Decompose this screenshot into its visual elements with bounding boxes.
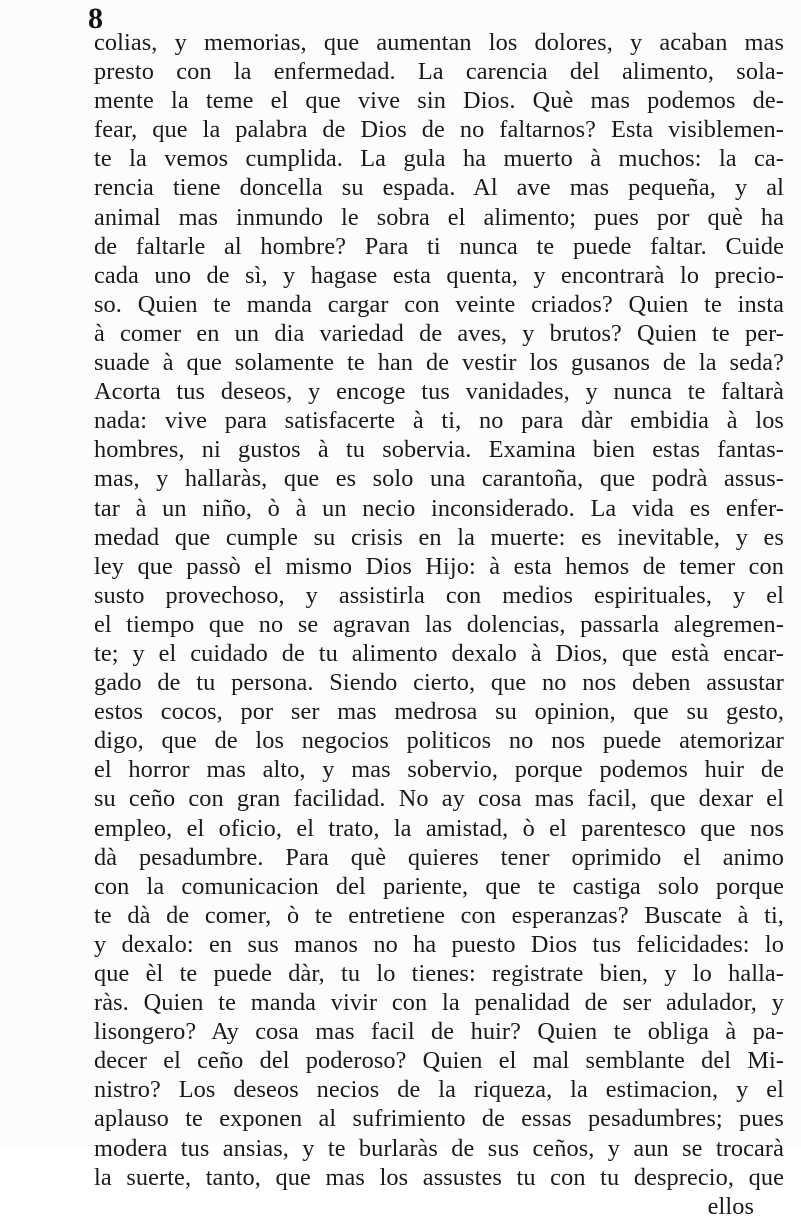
text-line: aplauso te exponen al sufrimiento de essas pesadumbres; pues xyxy=(94,1105,784,1133)
text-line: empleo, el oficio, el trato, la amistad, ò el parentesco que nos xyxy=(94,814,784,842)
text-line: la suerte, tanto, que mas los assustes tu con tu desprecio, que xyxy=(94,1163,784,1191)
text-line: te; y el cuidado de tu alimento dexalo à Dios, que està encar- xyxy=(94,639,784,667)
text-line: su ceño con gran facilidad. No ay cosa mas facil, que dexar el xyxy=(94,785,784,813)
text-line: presto con la enfermedad. La carencia del alimento, sola- xyxy=(94,58,784,86)
text-line: ràs. Quien te manda vivir con la penalidad de ser adulador, y xyxy=(94,989,784,1017)
text-line: te la vemos cumplida. La gula ha muerto à muchos: la ca- xyxy=(94,145,784,173)
text-line: colias, y memorias, que aumentan los dolores, y acaban mas xyxy=(94,29,784,56)
text-line: dà pesadumbre. Para què quieres tener oprimido el animo xyxy=(94,843,784,871)
text-line: que èl te puede dàr, tu lo tienes: registrate bien, y lo halla- xyxy=(94,960,784,987)
text-line: decer el ceño del poderoso? Quien el mal semblante del Mi- xyxy=(94,1047,784,1075)
text-line: susto provechoso, y assistirla con medios espirituales, y el xyxy=(94,581,784,609)
text-line: à comer en un dia variedad de aves, y brutos? Quien te per- xyxy=(94,319,784,347)
text-line: mas, y hallaràs, que es solo una carantoña, que podrà assus- xyxy=(94,465,784,493)
text-line: rencia tiene doncella su espada. Al ave mas pequeña, y al xyxy=(94,174,784,202)
text-line: estos cocos, por ser mas medrosa su opinion, que su gesto, xyxy=(94,698,784,726)
text-line: tar à un niño, ò à un necio inconsiderado. La vida es enfer- xyxy=(94,494,784,522)
text-line: gado de tu persona. Siendo cierto, que no nos deben assustar xyxy=(94,669,784,697)
text-line: ley que passò el mismo Dios Hijo: à esta hemos de temer con xyxy=(94,552,784,580)
text-line: el horror mas alto, y mas sobervio, porque podemos huir de xyxy=(94,756,784,784)
text-line: nada: vive para satisfacerte à ti, no para dàr embidia à los xyxy=(94,407,784,435)
body-text xyxy=(94,28,784,1221)
page-number: 8 xyxy=(88,2,103,35)
text-line: con la comunicacion del pariente, que te castiga solo porque xyxy=(94,872,784,900)
catchword: ellos xyxy=(707,1192,754,1220)
text-line: hombres, ni gustos à tu sobervia. Examina bien estas fantas- xyxy=(94,436,784,464)
text-line: de faltarle al hombre? Para ti nunca te puede faltar. Cuide xyxy=(94,232,784,260)
text-line: Acorta tus deseos, y encoge tus vanidades, y nunca te faltarà xyxy=(94,378,784,406)
text-line: te dà de comer, ò te entretiene con esperanzas? Buscate à ti, xyxy=(94,901,784,929)
text-line: cada uno de sì, y hagase esta quenta, y encontrarà lo precio- xyxy=(94,261,784,289)
text-line: lisongero? Ay cosa mas facil de huir? Quien te obliga à pa- xyxy=(94,1018,784,1046)
text-line: animal mas inmundo le sobra el alimento; pues por què ha xyxy=(94,203,784,231)
text-line: y dexalo: en sus manos no ha puesto Dios tus felicidades: lo xyxy=(94,930,784,958)
text-line: el tiempo que no se agravan las dolencias, passarla alegremen- xyxy=(94,610,784,638)
text-line: digo, que de los negocios politicos no nos puede atemorizar xyxy=(94,727,784,755)
text-line: medad que cumple su crisis en la muerte: es inevitable, y es xyxy=(94,523,784,551)
text-line: fear, que la palabra de Dios de no faltarnos? Esta visiblemen- xyxy=(94,116,784,144)
text-line: modera tus ansias, y te burlaràs de sus ceños, y aun se trocarà xyxy=(94,1134,784,1162)
text-line: mente la teme el que vive sin Dios. Què mas podemos de- xyxy=(94,87,784,115)
text-line: suade à que solamente te han de vestir los gusanos de la seda? xyxy=(94,349,784,377)
text-line: nistro? Los deseos necios de la riqueza, la estimacion, y el xyxy=(94,1076,784,1104)
text-line: so. Quien te manda cargar con veinte criados? Quien te insta xyxy=(94,290,784,318)
